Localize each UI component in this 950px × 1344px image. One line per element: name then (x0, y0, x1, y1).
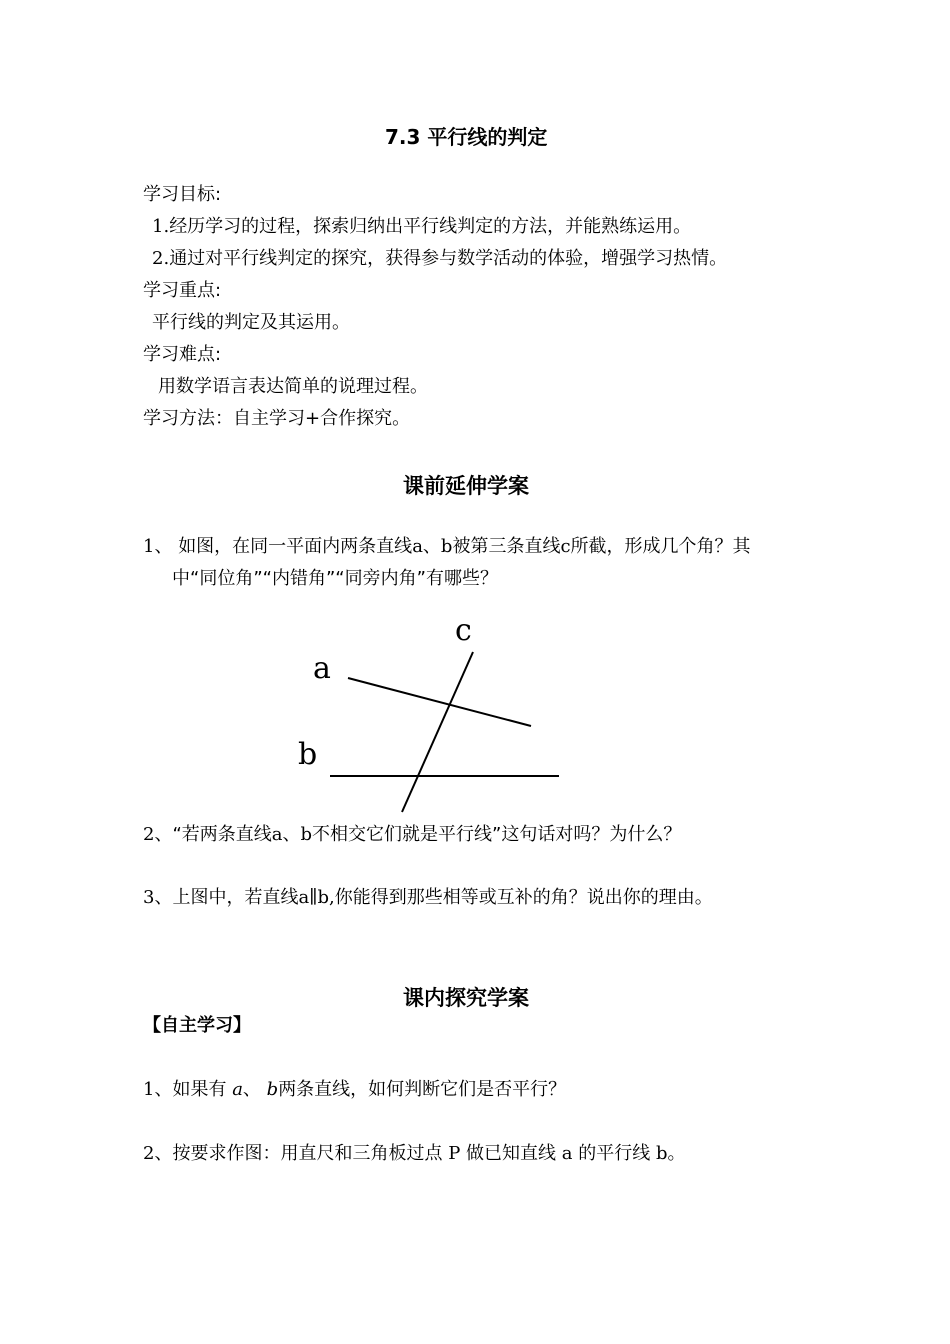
pre-q3-text-2: 你能得到那些相等或互补的角？说出你的理由。 (334, 887, 713, 908)
in-q2-line-b: b (655, 1143, 668, 1164)
label-c: c (455, 613, 472, 648)
in-q2-number: 2、 (143, 1143, 173, 1164)
objective-item-2-text: 通过对平行线判定的探究，获得参与数学活动的体验，增强学习热情。 (169, 248, 728, 269)
pre-q1-text-2: 被第三条直线 (452, 536, 561, 557)
in-q2-text-2: 做已知直线 (466, 1143, 557, 1164)
line-a (348, 678, 531, 726)
label-a: a (313, 651, 331, 686)
pre-q1-sep: 、 (422, 536, 441, 557)
learning-method: 学习方法：自主学习+合作探究。 (143, 408, 411, 429)
pre-q2-text-1: “若两条直线 (172, 824, 272, 845)
pre-question-3 (143, 888, 713, 908)
pre-class-heading: 课前延伸学案 (403, 474, 529, 498)
key-points-text: 平行线的判定及其运用。 (152, 312, 350, 333)
pre-q2-sep: 、 (282, 824, 301, 845)
pre-q1-line-a: a (412, 536, 423, 557)
in-q1-sep: 、 (242, 1079, 261, 1100)
line-c (402, 652, 473, 812)
pre-q1-line-b: b (440, 536, 453, 557)
in-q2-text-1: 按要求作图：用直尺和三角板过点 (172, 1143, 443, 1164)
pre-q1-text-1: 如图，在同一平面内两条直线 (178, 536, 413, 557)
pre-q1-line-c: c (560, 536, 571, 557)
pre-question-2 (143, 825, 681, 845)
objective-item-1-number: 1. (152, 216, 170, 237)
pre-question-1 (143, 537, 751, 557)
objectives-label: 学习目标: (143, 184, 222, 205)
in-q2-line-a: a (561, 1143, 573, 1164)
objective-item-2 (152, 249, 727, 269)
difficulties-text: 用数学语言表达简单的说理过程。 (158, 376, 428, 397)
objective-item-1 (152, 217, 691, 237)
page-title: 7.3 平行线的判定 (385, 125, 548, 149)
pre-q3-number: 3、 (143, 887, 173, 908)
pre-q3-text-1: 上图中，若直线 (172, 887, 299, 908)
pre-q1-number: 1、 (143, 536, 173, 557)
in-q2-end: 。 (667, 1143, 686, 1164)
transversal-figure (290, 612, 580, 820)
in-question-2 (143, 1144, 686, 1164)
in-q2-point-p: P (448, 1143, 461, 1164)
in-q1-line-b: b (266, 1079, 279, 1100)
in-q1-number: 1、 (143, 1079, 173, 1100)
difficulties-label: 学习难点: (143, 344, 222, 365)
in-question-1 (143, 1080, 566, 1100)
pre-q2-line-b: b (300, 824, 313, 845)
pre-q2-text-2: 不相交它们就是平行线”这句话对吗？为什么？ (312, 824, 682, 845)
objective-item-1-text: 经历学习的过程，探索归纳出平行线判定的方法，并能熟练运用。 (169, 216, 692, 237)
pre-q2-number: 2、 (143, 824, 173, 845)
self-study-label: 【自主学习】 (143, 1015, 251, 1036)
pre-q2-line-a: a (271, 824, 283, 845)
key-points-label: 学习重点: (143, 280, 222, 301)
pre-q3-expression: a∥b, (298, 887, 335, 908)
label-b: b (298, 737, 318, 772)
in-q1-text-2: 两条直线，如何判断它们是否平行？ (278, 1079, 567, 1100)
pre-question-1-line-2: 中“同位角”“内错角”“同旁内角”有哪些？ (172, 568, 498, 589)
pre-q1-text-3: 所截，形成几个角？其 (570, 536, 751, 557)
objective-item-2-number: 2. (152, 248, 170, 269)
in-q2-text-3: 的平行线 (578, 1143, 651, 1164)
in-q1-text-1: 如果有 (172, 1079, 227, 1100)
in-class-heading: 课内探究学案 (403, 986, 529, 1010)
in-q1-line-a: a (232, 1079, 243, 1100)
